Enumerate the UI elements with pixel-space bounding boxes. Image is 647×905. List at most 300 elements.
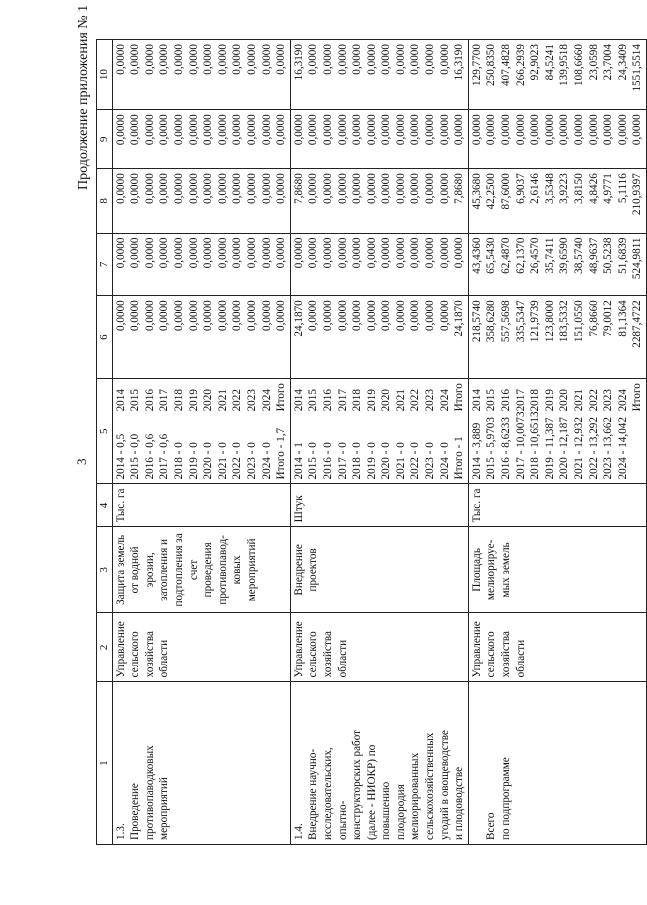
unit-cell: [112, 484, 290, 527]
executor-lines-line: области: [514, 639, 527, 678]
indicator-lines-line: противопавод-: [216, 535, 229, 605]
targets-line: 2019 - 0: [365, 442, 378, 480]
years-line: 2016: [500, 389, 513, 412]
c9-line: 0,0000: [438, 114, 451, 146]
c6-line: 557,5698: [500, 300, 513, 343]
c9-line: 0,0000: [158, 114, 171, 146]
c6-line: 0,0000: [275, 300, 288, 331]
targets-line: 2015 - 5,9703: [485, 417, 498, 480]
c7-line: 0,0000: [260, 237, 273, 269]
c9-line: 0,0000: [485, 114, 498, 146]
c6-line: 79,0012: [602, 300, 615, 337]
years-line: 2014: [292, 389, 305, 412]
name-lines-line: сельскохозяйственных: [424, 732, 437, 840]
c8-line: 0,0000: [245, 173, 258, 204]
targets-line: 2014 - 1: [292, 442, 305, 480]
column-number: 7: [97, 233, 113, 296]
c8-line: 0,0000: [129, 173, 142, 204]
funding-c10-cell: [468, 40, 646, 110]
c6-line: 0,0000: [158, 300, 171, 331]
years-line: 2018: [172, 389, 185, 412]
years-line: Итого: [275, 383, 288, 412]
measure-name: [484, 706, 513, 840]
targets-line: 2016 - 8,6233: [500, 417, 513, 480]
c10-line: 0,0000: [394, 44, 407, 75]
c10-line: 0,0000: [351, 44, 364, 75]
c9-line: 0,0000: [631, 114, 644, 146]
c10-line: 0,0000: [336, 44, 349, 75]
targets-line: 2022 - 0: [231, 442, 244, 480]
executor-lines-line: хозяйства: [500, 631, 513, 678]
c6-line: 0,0000: [143, 300, 156, 331]
years-line: 2022: [587, 389, 600, 412]
targets-line: 2022 - 0: [409, 442, 422, 480]
c8-line: 0,0000: [158, 173, 171, 204]
funding-c8-cell: [468, 169, 646, 233]
c8-line: 0,0000: [424, 173, 437, 204]
targets-line: 2016 - 0: [321, 442, 334, 480]
c10-line: 0,0000: [275, 44, 288, 75]
funding-c10-cell: [290, 40, 468, 110]
years-line: 2024: [260, 389, 273, 412]
c8-line: 0,0000: [216, 173, 229, 204]
c8-line: 4,9771: [602, 173, 615, 204]
targets-line: 2014 - 3,889: [470, 422, 483, 480]
indicator-lines-line: от водной: [129, 546, 142, 594]
c6-line: 0,0000: [380, 300, 393, 331]
years-line: 2022: [409, 389, 422, 412]
c8-line: 0,0000: [143, 173, 156, 204]
funding-c6-cell: [290, 296, 468, 379]
years-line: 2022: [231, 389, 244, 412]
c7-line: 0,0000: [187, 237, 200, 269]
executor-lines-line: сельского: [485, 631, 498, 678]
c7-line: 62,4870: [500, 237, 513, 274]
name-lines-line: (далее - НИОКР) по: [365, 744, 378, 840]
name-lines-line: мероприятий: [158, 777, 171, 840]
c6-line: 0,0000: [307, 300, 320, 331]
c9-line: 0,0000: [114, 114, 127, 146]
c6-line: 183,5332: [558, 300, 571, 343]
targets-line: 2020 - 0: [380, 442, 393, 480]
c6-line: 0,0000: [245, 300, 258, 331]
indicator-lines-line: Внедрение: [292, 544, 305, 596]
c6-line: 358,6280: [485, 300, 498, 343]
name-lines-line: Всего: [485, 812, 498, 840]
c8-line: 0,0000: [307, 173, 320, 204]
years-line: 2020: [380, 389, 393, 412]
targets-line: Итого - 1,7: [275, 427, 288, 480]
funding-c6-cell: [468, 296, 646, 379]
indicator-lines-line: Площадь: [470, 548, 483, 592]
targets-line: 2023 - 13,662: [602, 417, 615, 480]
targets-line: 2014 - 0,5: [114, 433, 127, 480]
name-lines-line: повышению: [380, 781, 393, 840]
c10-line: 0,0000: [172, 44, 185, 75]
c8-line: 0,0000: [114, 173, 127, 204]
c7-line: 0,0000: [438, 237, 451, 269]
c9-line: 0,0000: [321, 114, 334, 146]
name-lines-line: противопаводковых: [143, 745, 156, 840]
c6-line: 0,0000: [172, 300, 185, 331]
executor-cell: [468, 613, 646, 682]
c7-line: 0,0000: [143, 237, 156, 269]
c10-line: 0,0000: [216, 44, 229, 75]
c9-line: 0,0000: [558, 114, 571, 146]
funding-c9-cell: [112, 110, 290, 169]
executor-lines-line: Управление: [292, 621, 305, 678]
c10-line: 250,8350: [485, 44, 498, 86]
targets-line: 2021 - 0: [216, 442, 229, 480]
funding-c8-cell: [290, 169, 468, 233]
c9-line: 0,0000: [573, 114, 585, 146]
c8-line: 87,6000: [500, 173, 513, 210]
targets: [470, 411, 645, 479]
indicator-lines-line: счет: [187, 559, 200, 580]
c8-line: 5,1116: [616, 173, 629, 204]
executor-lines-line: сельского: [129, 631, 142, 678]
c10-line: 84,5241: [543, 44, 556, 81]
indicator-lines-line: мых земель: [500, 542, 513, 598]
c7-line: 0,0000: [275, 237, 288, 269]
executor-lines-line: хозяйства: [143, 631, 156, 678]
unit-cell: [468, 484, 646, 527]
c9-line: 0,0000: [202, 114, 215, 146]
c10-line: 16,3190: [292, 44, 305, 81]
indicator-lines-line: Защита земель: [114, 534, 127, 605]
c6-line: 0,0000: [114, 300, 127, 331]
c6-line: 335,5347: [514, 300, 527, 343]
c9-line: 0,0000: [500, 114, 513, 146]
years-line: 2014: [114, 389, 127, 412]
c10-line: 0,0000: [260, 44, 273, 75]
c9-line: 0,0000: [514, 114, 527, 146]
funding-c7-cell: [112, 233, 290, 296]
c10-line: 0,0000: [129, 44, 142, 75]
c9-line: 0,0000: [365, 114, 378, 146]
c9-line: 0,0000: [394, 114, 407, 146]
executor-lines-line: области: [158, 639, 171, 678]
c10-line: 407,4828: [500, 44, 513, 86]
c7-line: 38,5740: [573, 237, 585, 274]
c9-line: 0,0000: [529, 114, 542, 146]
c8-line: 0,0000: [187, 173, 200, 204]
c6-line: 0,0000: [394, 300, 407, 331]
years-line: 2021: [573, 389, 585, 412]
targets-line: 2024 - 0: [260, 442, 273, 480]
measure-name: [128, 706, 172, 840]
table-row: [290, 40, 468, 845]
years-line: 2016: [143, 389, 156, 412]
measure-number: 1.4.: [292, 823, 305, 840]
c10-line: 23,0598: [587, 44, 600, 81]
funding-c7-cell: [468, 233, 646, 296]
targets-line: 2018 - 0: [351, 442, 364, 480]
c6-line: 0,0000: [438, 300, 451, 331]
name-lines-line: Внедрение научно-: [307, 748, 320, 840]
program-table: [96, 39, 647, 845]
years-line: 2019: [365, 389, 378, 412]
c10-line: 0,0000: [202, 44, 215, 75]
c7-line: 35,7411: [543, 237, 556, 274]
targets-line: 2017 - 10,0073: [514, 411, 527, 480]
c9-line: 0,0000: [216, 114, 229, 146]
c10-line: 139,9518: [558, 44, 571, 86]
c8-line: 2,6146: [529, 173, 542, 204]
targets-line: 2021 - 0: [394, 442, 407, 480]
name-lines-line: угодий в овощеводстве: [438, 730, 451, 840]
years-line: 2015: [307, 389, 320, 412]
c7-line: 0,0000: [336, 237, 349, 269]
years-line: 2024: [438, 389, 451, 412]
c8-line: 0,0000: [409, 173, 422, 204]
years-line: 2020: [558, 389, 571, 412]
c7-line: 50,5238: [602, 237, 615, 274]
c6-line: 0,0000: [424, 300, 437, 331]
c8-line: 6,9037: [514, 173, 527, 204]
c7-line: 26,4570: [529, 237, 542, 274]
years-line: 2021: [394, 389, 407, 412]
c9-line: 0,0000: [543, 114, 556, 146]
name-lines-line: опытно-: [336, 800, 349, 840]
table-body: [112, 40, 646, 845]
c7-line: 0,0000: [216, 237, 229, 269]
c6-line: 0,0000: [187, 300, 200, 331]
years: [470, 383, 645, 411]
targets: [292, 436, 467, 479]
c7-line: 0,0000: [307, 237, 320, 269]
c7-line: 0,0000: [380, 237, 393, 269]
c10-line: 0,0000: [245, 44, 258, 75]
table-row: [112, 40, 290, 845]
c10-line: 0,0000: [409, 44, 422, 75]
c8-line: 3,8150: [573, 173, 585, 204]
c6-line: 121,9739: [529, 300, 542, 343]
unit-text: Тыс. га: [114, 488, 127, 523]
c7-line: 0,0000: [365, 237, 378, 269]
name-lines-line: и плодоводстве: [453, 766, 466, 840]
c7-line: 0,0000: [394, 237, 407, 269]
c8-line: 0,0000: [380, 173, 393, 204]
executor-cell: [112, 613, 290, 682]
years-line: 2018: [529, 389, 542, 412]
funding-c9-cell: [468, 110, 646, 169]
name-lines-line: Проведение: [129, 783, 142, 840]
table-row: [468, 40, 646, 845]
years-line: 2021: [216, 389, 229, 412]
c8-line: 42,2500: [485, 173, 498, 210]
targets-line: 2018 - 0: [172, 442, 185, 480]
targets-line: Итого - 1: [453, 436, 466, 480]
name-lines-line: исследовательских,: [321, 747, 334, 840]
c6-line: 218,5740: [470, 300, 483, 343]
years-line: 2019: [543, 389, 556, 412]
c9-line: 0,0000: [245, 114, 258, 146]
executor-lines-line: Управление: [470, 621, 483, 678]
indicator-lines-line: затопления и: [158, 538, 171, 601]
targets-line: 2018 - 10,6513: [529, 411, 542, 480]
c9-line: 0,0000: [172, 114, 185, 146]
c6-line: 0,0000: [409, 300, 422, 331]
c8-line: 0,0000: [336, 173, 349, 204]
c7-line: 0,0000: [202, 237, 215, 269]
c8-line: 3,5348: [543, 173, 556, 204]
years-line: 2017: [514, 389, 527, 412]
indicator-cell: [468, 527, 646, 613]
years-line: 2015: [129, 389, 142, 412]
c7-line: 0,0000: [424, 237, 437, 269]
c7-line: 0,0000: [321, 237, 334, 269]
indicator-lines-line: эрозии,: [143, 552, 156, 588]
c10-line: 0,0000: [143, 44, 156, 75]
funding-c10-cell: [112, 40, 290, 110]
executor-lines-line: сельского: [307, 631, 320, 678]
c8-line: 0,0000: [202, 173, 215, 204]
c9-line: 0,0000: [231, 114, 244, 146]
funding-c8-cell: [112, 169, 290, 233]
c9-line: 0,0000: [129, 114, 142, 146]
c6-line: 0,0000: [365, 300, 378, 331]
c6-line: 0,0000: [351, 300, 364, 331]
continuation-title: Продолжение приложения № 1: [76, 4, 91, 190]
c6-line: 81,1364: [616, 300, 629, 337]
c6-line: 2287,4722: [631, 300, 644, 348]
c10-line: 0,0000: [114, 44, 127, 75]
c8-line: 4,8426: [587, 173, 600, 204]
measure-name-cell: [290, 682, 468, 845]
targets-line: 2017 - 0: [336, 442, 349, 480]
target-values-cell: [468, 379, 646, 484]
measure-name: [306, 706, 467, 840]
name-lines-line: мелиорированных: [409, 752, 422, 840]
c8-line: 45,3680: [470, 173, 483, 210]
c9-line: 0,0000: [275, 114, 288, 146]
c10-line: 0,0000: [365, 44, 378, 75]
c7-line: 0,0000: [409, 237, 422, 269]
column-number: 4: [97, 484, 113, 527]
c7-line: 43,4360: [470, 237, 483, 274]
targets-line: 2017 - 0,6: [158, 433, 171, 480]
page-number: 3: [74, 458, 89, 465]
c7-line: 0,0000: [158, 237, 171, 269]
c6-line: 151,0550: [573, 300, 585, 343]
c10-line: 108,6660: [573, 44, 585, 86]
c6-line: 0,0000: [129, 300, 142, 331]
c7-line: 0,0000: [351, 237, 364, 269]
unit-cell: [290, 484, 468, 527]
years: [292, 383, 467, 411]
c10-line: 0,0000: [158, 44, 171, 75]
years-line: 2019: [187, 389, 200, 412]
c10-line: 1551,5514: [631, 44, 644, 92]
c7-line: 0,0000: [172, 237, 185, 269]
executor-lines-line: Управление: [114, 621, 127, 678]
c10-line: 24,3409: [616, 44, 629, 81]
target-values-cell: [112, 379, 290, 484]
c7-line: 51,6839: [616, 237, 629, 274]
c9-line: 0,0000: [336, 114, 349, 146]
targets-line: 2015 - 0: [307, 442, 320, 480]
years-line: 2024: [616, 389, 629, 412]
indicator-lines-line: проведения: [202, 542, 215, 598]
c8-line: 210,9397: [631, 173, 644, 216]
c9-line: 0,0000: [409, 114, 422, 146]
executor-lines-line: области: [336, 639, 349, 678]
c8-line: 0,0000: [394, 173, 407, 204]
indicator-cell: [112, 527, 290, 613]
targets-line: 2023 - 0: [424, 442, 437, 480]
c10-line: 129,7700: [470, 44, 483, 86]
funding-c7-cell: [290, 233, 468, 296]
c9-line: 0,0000: [143, 114, 156, 146]
c8-line: 0,0000: [365, 173, 378, 204]
c7-line: 0,0000: [114, 237, 127, 269]
years-line: Итого: [631, 383, 644, 412]
years-line: 2023: [602, 389, 615, 412]
c8-line: 0,0000: [321, 173, 334, 204]
c7-line: 65,5430: [485, 237, 498, 274]
c8-line: 0,0000: [438, 173, 451, 204]
column-number: 8: [97, 169, 113, 233]
c8-line: 0,0000: [172, 173, 185, 204]
measure-name-cell: [468, 682, 646, 845]
indicator-lines-line: мелиорируе-: [485, 539, 498, 601]
c8-line: 0,0000: [351, 173, 364, 204]
c7-line: 62,1370: [514, 237, 527, 274]
years-line: Итого: [453, 383, 466, 412]
c9-line: 0,0000: [187, 114, 200, 146]
column-number: 10: [97, 40, 113, 110]
column-number: 6: [97, 296, 113, 379]
column-number: 3: [97, 527, 113, 613]
years-line: 2015: [485, 389, 498, 412]
targets-line: 2024 - 14,042: [616, 417, 629, 480]
targets-line: 2020 - 12,187: [558, 417, 571, 480]
c7-line: 39,6590: [558, 237, 571, 274]
years-line: 2017: [158, 389, 171, 412]
c8-line: 7,8680: [292, 173, 305, 204]
years-line: 2018: [351, 389, 364, 412]
column-number: 1: [97, 682, 113, 845]
c10-line: 16,3190: [453, 44, 466, 81]
c9-line: 0,0000: [380, 114, 393, 146]
c9-line: 0,0000: [307, 114, 320, 146]
measure-number: 1.3.: [114, 823, 127, 840]
c10-line: 92,9023: [529, 44, 542, 81]
targets-line: 2016 - 0,6: [143, 433, 156, 480]
unit-text: Тыс. га: [470, 488, 483, 523]
c10-line: 0,0000: [231, 44, 244, 75]
c8-line: 0,0000: [275, 173, 288, 204]
c6-line: 76,8660: [587, 300, 600, 337]
indicator-lines-line: подтопления за: [172, 533, 185, 607]
targets-line: 2022 - 13,292: [587, 417, 600, 480]
c10-line: 0,0000: [321, 44, 334, 75]
targets-line: 2020 - 0: [202, 442, 215, 480]
c7-line: 0,0000: [292, 237, 305, 269]
targets: [114, 428, 289, 480]
column-number: 2: [97, 613, 113, 682]
c9-line: 0,0000: [260, 114, 273, 146]
c6-line: 0,0000: [321, 300, 334, 331]
c9-line: 0,0000: [351, 114, 364, 146]
c6-line: 24,1870: [453, 300, 466, 337]
column-number-row: [97, 40, 113, 845]
c8-line: 3,9223: [558, 173, 571, 204]
targets-line: 2023 - 0: [245, 442, 258, 480]
targets-line: 2024 - 0: [438, 442, 451, 480]
measure-name-cell: [112, 682, 290, 845]
